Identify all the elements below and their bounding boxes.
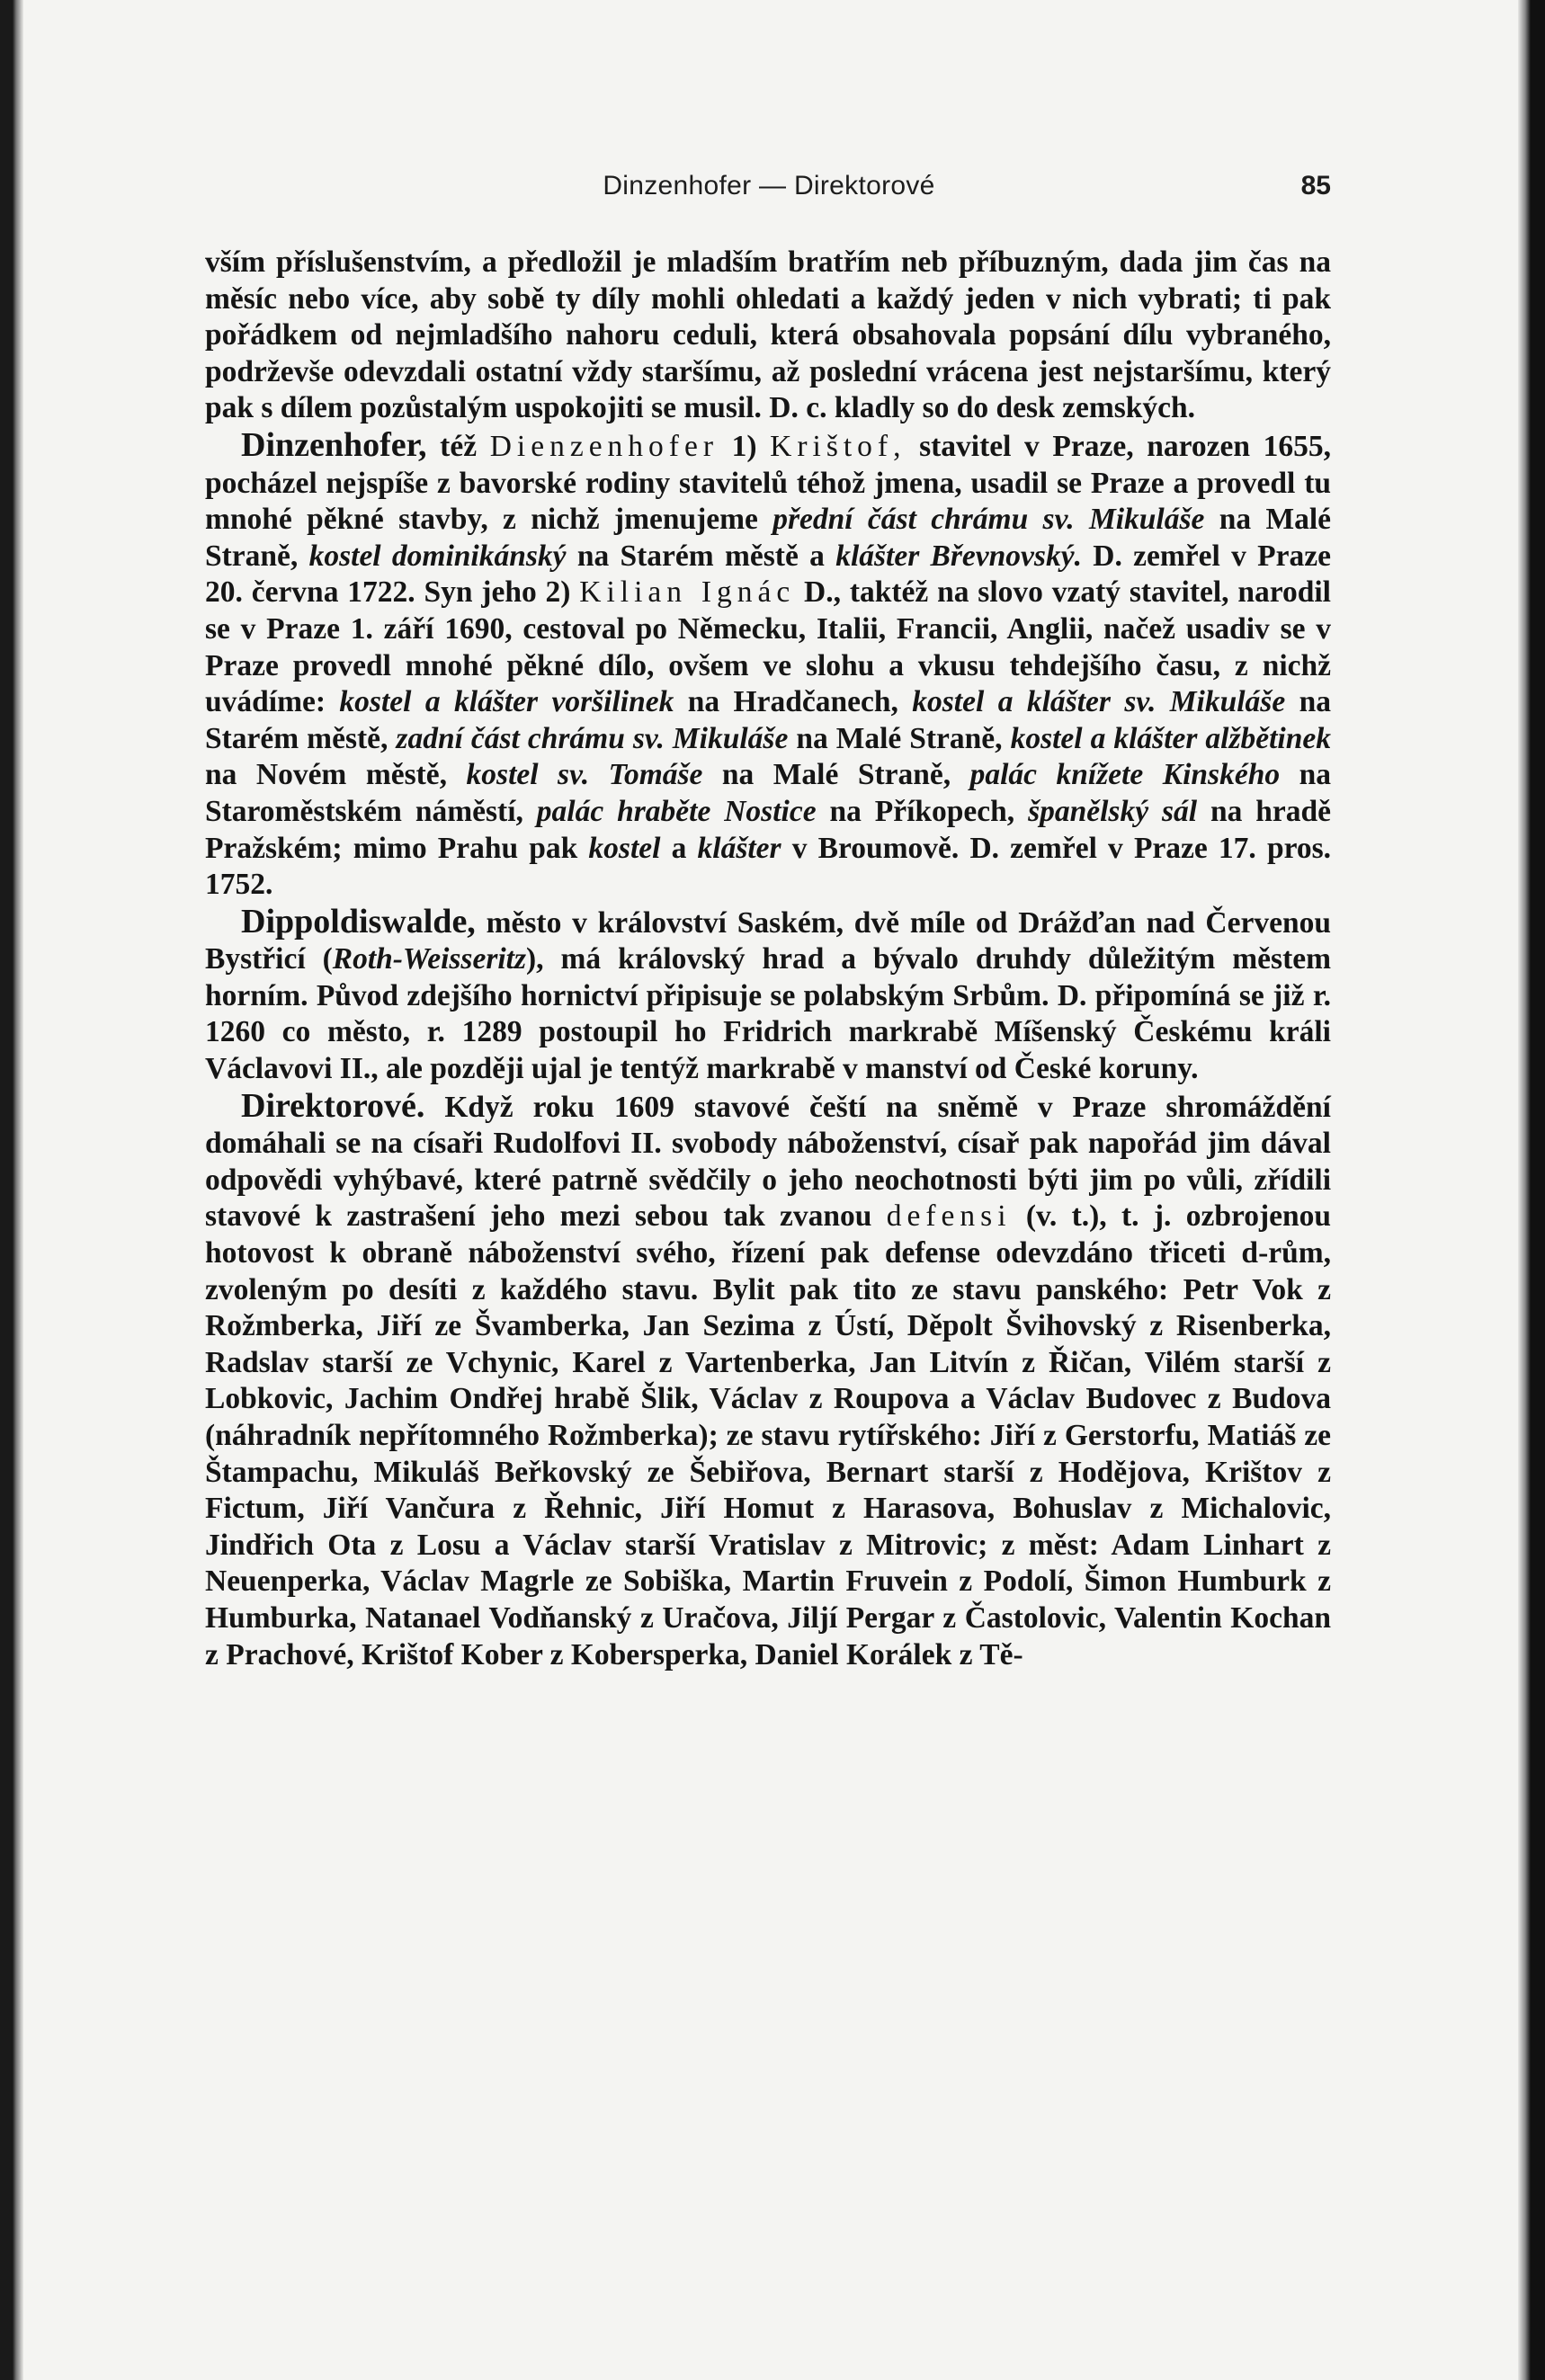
text-run: město v království Saském, dvě míle od Drážďan nad Červenou Bystřicí (	[205, 905, 1331, 976]
text-run: ), má královský hrad a bývalo druhdy důležitým městem horním. Původ zdejšího hornictví připisuje se polabským Srbům. D. připomíná se již r. 1260 co město, r. 1289 postoupil ho Fridrich markrabě Míšenský Českému králi Václavovi II., ale později ujal je tentýž markrabě v manství od České koruny.	[205, 942, 1332, 1086]
text-run: na Starém městě a	[566, 539, 836, 573]
text-run: na Malé Straně,	[702, 758, 970, 792]
text-run: na Novém městě,	[205, 758, 467, 792]
italic-run: španělský sál	[1028, 794, 1198, 828]
entry-dippoldiswalde	[205, 904, 1331, 1088]
headword: Dippoldiswalde,	[241, 902, 476, 940]
headword: Direktorové.	[241, 1086, 425, 1125]
text-run: na Starém městě,	[205, 685, 1332, 755]
italic-run: palác hraběte Nostice	[536, 794, 817, 828]
text-run: Když roku 1609 stavové čeští na sněmě v Praze shromáždění domáhali se na císaři Rudolfovi II. svobody náboženství, císař pak napořád jim dával odpovědi vyhýbavé, které patrně svědčily o jeho neochotnosti býti jim po vůli, zřídili stavové k zastrašení jeho mezi sebou tak zvanou	[205, 1090, 1331, 1234]
entry-direktorove	[205, 1088, 1331, 1674]
text-run: a	[660, 831, 698, 865]
text-run: na hradě Pražském; mimo Prahu pak	[205, 794, 1331, 865]
text-run: na Malé Straně,	[788, 721, 1011, 755]
page-header	[207, 171, 1331, 216]
text-run: na Malé Straně,	[205, 503, 1332, 573]
italic-run: palác knížete Kinského	[969, 758, 1281, 792]
text-run: na Staroměstském náměstí,	[205, 758, 1331, 828]
text-run: též	[426, 429, 490, 463]
text-run: v Broumově. D. zemřel v Praze 17. pros. 1752.	[205, 831, 1332, 902]
entry-dinzenhofer	[205, 427, 1331, 904]
text-run: D. zemřel v Praze 20. června 1722. Syn jeho 2)	[205, 539, 1331, 610]
spaced-name: Dienzenhofer	[489, 429, 719, 463]
text-run: (v. t.), t. j. ozbrojenou hotovost k obraně náboženství svého, řízení pak defense odevzdáno třiceti d-rům, zvoleným po desíti z každého stavu. Bylit pak tito ze stavu panského: Petr Vok z Rožmberka, Jiří ze Švamberka, Jan Sezima z Ústí, Děpolt Švihovský z Risenberka, Radslav starší ze Vchynic, Karel z Vartenberka, Jan Litvín z Řičan, Vilém starší z Lobkovic, Jachim Ondřej hrabě Šlik, Václav z Roupova a Václav Budovec z Budova (náhradník nepřítomného Rožmberka); ze stavu rytířského: Jiří z Gerstorfu, Matiáš ze Štampachu, Mikuláš Beřkovský ze Šebiřova, Bernart starší z Hodějova, Krištov z Fictum, Jiří Vančura z Řehnic, Jiří Homut z Harasova, Bohuslav z Michalovic, Jindřich Ota z Losu a Václav starší Vratislav z Mitrovic; z měst: Adam Linhart z Neuenperka, Václav Magrle ze Sobiška, Martin Fruvein z Podolí, Šimon Humburk z Humburka, Natanael Vodňanský z Uračova, Jiljí Pergar z Častolovic, Valentin Kochan z Prachové, Krištof Kober z Kobersperka, Daniel Korálek z Tě-	[205, 1199, 1331, 1671]
italic-run: kostel dominikánský	[308, 539, 567, 573]
text-run: na Hradčanech,	[674, 685, 913, 719]
body-text	[205, 245, 1331, 1673]
scan-edge-left	[0, 0, 23, 2380]
paragraph-continuation	[205, 245, 1331, 427]
text-run: vším příslušenstvím, a předložil je mladším bratřím neb příbuzným, dada jim čas na měsíc nebo více, aby sobě ty díly mohli ohledati a každý jeden v nich vybrati; ti pak pořádkem od nejmladšího nahoru ceduli, která obsahovala popsání dílu vybraného, podrževše odevzdali ostatní vždy staršímu, až poslední vrácena jest nejstaršímu, který pak s dílem pozůstalým uspokojiti se musil. D. c. kladly so do desk zemských.	[205, 245, 1331, 425]
italic-run: kostel a klášter voršilinek	[339, 685, 674, 719]
text-run: D., taktéž na slovo vzatý stavitel, narodil se v Praze 1. září 1690, cestoval po Německu, Italii, Francii, Anglii, načež usadiv se v Praze provedl mnohé pěkné dílo, ovšem ve slohu a vkusu tehdejšího času, z nichž uvádíme:	[205, 575, 1331, 719]
italic-run: kostel	[588, 831, 661, 865]
spaced-name: Krištof,	[770, 429, 906, 463]
italic-run: klášter	[697, 831, 781, 865]
headword: Dinzenhofer,	[241, 425, 427, 464]
spaced-name: Kilian Ignác	[579, 575, 796, 610]
italic-run: zadní část chrámu sv. Mikuláše	[396, 721, 789, 755]
text-run: stavitel v Praze, narozen 1655, pocházel nejspíše z bavorské rodiny stavitelů téhož jmena, usadil se Praze a provedl tu mnohé pěkné stavby, z nichž jmenujeme	[205, 429, 1332, 537]
scan-edge-right	[1518, 0, 1545, 2380]
italic-run: kostel a klášter alžbětinek	[1010, 721, 1331, 755]
italic-run: klášter Břevnovský.	[835, 539, 1082, 573]
spaced-word: defensi	[886, 1199, 1012, 1234]
running-title: Dinzenhofer — Direktorové	[603, 171, 935, 201]
italic-run: kostel sv. Tomáše	[466, 758, 703, 792]
text-run: na Příkopech,	[816, 794, 1029, 828]
text-run: 1)	[719, 429, 771, 463]
italic-run: kostel a klášter sv. Mikuláše	[912, 685, 1286, 719]
italic-run: přední část chrámu sv. Mikuláše	[772, 503, 1205, 537]
italic-run: Roth-Weisseritz	[332, 942, 527, 976]
page-number: 85	[1300, 171, 1331, 201]
